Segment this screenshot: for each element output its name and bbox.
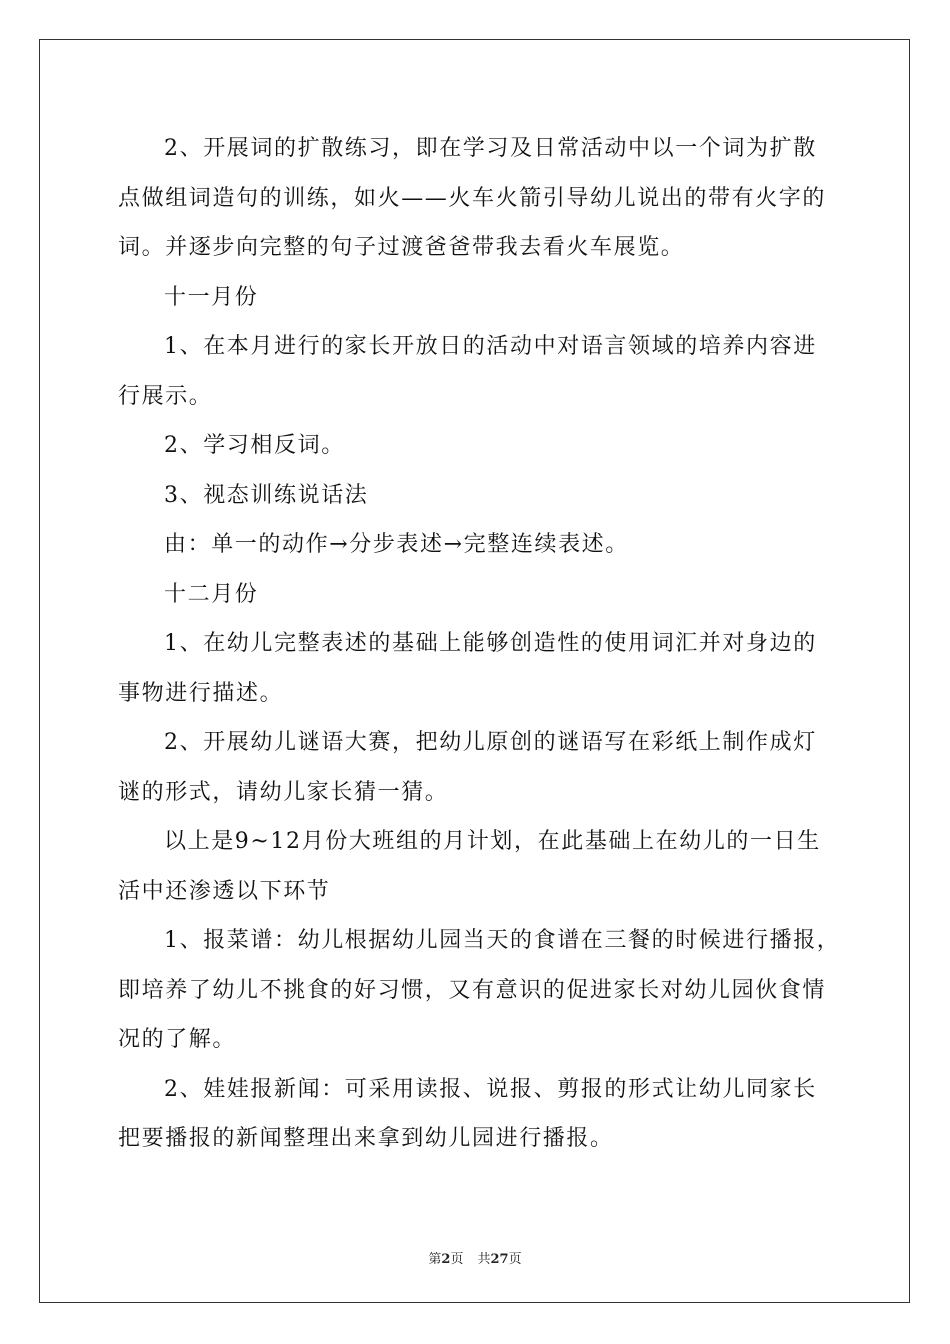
text-line: 况的了解。 — [118, 1027, 237, 1052]
total-suffix: 页 — [508, 1252, 522, 1267]
text-line: 点做组词造句的训练，如火——火车火箭引导幼儿说出的带有火字的 — [118, 185, 827, 211]
text-line: 活中还渗透以下环节 — [118, 878, 331, 904]
text-line: 把要播报的新闻整理出来拿到幼儿园进行播报。 — [118, 1126, 614, 1151]
text-line: 1、在本月进行的家长开放日的活动中对语言领域的培养内容进 — [164, 334, 817, 359]
page-suffix: 页 — [450, 1252, 464, 1267]
text-line: 由：单一的动作→分步表述→完整连续表述。 — [164, 532, 629, 557]
text-line: 2、学习相反词。 — [164, 433, 345, 458]
text-line: 2、开展词的扩散练习，即在学习及日常活动中以一个词为扩散 — [164, 136, 817, 161]
text-line: 2、娃娃报新闻：可采用读报、说报、剪报的形式让幼儿同家长 — [164, 1076, 817, 1102]
text-line: 以上是9~12月份大班组的月计划，在此基础上在幼儿的一日生 — [164, 829, 821, 854]
text-line: 事物进行描述。 — [118, 680, 284, 706]
text-line: 3、视态训练说话法 — [164, 482, 369, 508]
total-pages: 27 — [490, 1252, 509, 1267]
page-number: 2 — [441, 1252, 451, 1267]
text-line: 行展示。 — [118, 383, 213, 409]
page-prefix: 第 — [428, 1252, 442, 1267]
section-heading-december: 十二月份 — [164, 581, 259, 607]
document-body — [118, 124, 841, 1164]
text-line: 词。并逐步向完整的句子过渡爸爸带我去看火车展览。 — [118, 235, 685, 260]
text-line: 即培养了幼儿不挑食的好习惯，又有意识的促进家长对幼儿园伙食情 — [118, 977, 827, 1003]
page-footer — [0, 1248, 950, 1267]
section-heading-november: 十一月份 — [164, 284, 259, 310]
text-line: 2、开展幼儿谜语大赛，把幼儿原创的谜语写在彩纸上制作成灯 — [164, 730, 817, 755]
total-prefix: 共 — [477, 1252, 491, 1267]
text-line: 谜的形式，请幼儿家长猜一猜。 — [118, 779, 449, 805]
text-line: 1、在幼儿完整表述的基础上能够创造性的使用词汇并对身边的 — [164, 631, 817, 656]
text-line: 1、报菜谱：幼儿根据幼儿园当天的食谱在三餐的时候进行播报， — [164, 928, 841, 953]
